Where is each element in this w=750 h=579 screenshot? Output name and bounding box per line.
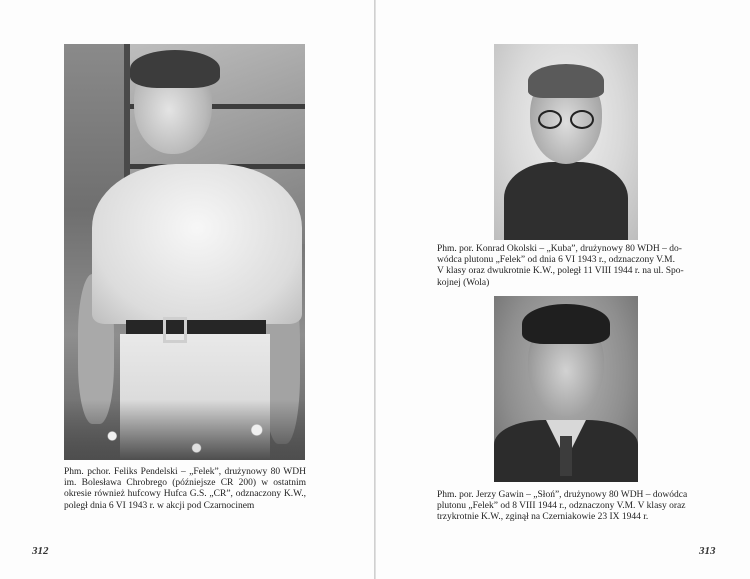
glasses-icon xyxy=(538,110,562,129)
page-number-left: 312 xyxy=(32,545,49,557)
caption-konrad-okolski: Phm. por. Konrad Okolski – „Kuba”, drużynowy 80 WDH – do- wódca plutonu „Felek” od dnia 6 VI 1943 r., odznaczony V.M. V klasy oraz dwukrotnie K.W., poległ 11 VIII 1944 r. na ul. Spo- kojnej (Wola) xyxy=(437,244,684,288)
photo-flowers xyxy=(64,400,305,460)
photo-figure-shirt xyxy=(92,164,302,324)
photo-feliks-pendelski xyxy=(64,44,305,460)
caption-jerzy-gawin: Phm. por. Jerzy Gawin – „Słoń”, drużynowy 80 WDH – dowódca plutonu „Felek” od 8 VIII 1944 r., odznaczony V.M. V klasy oraz trzykrotnie K.W., zginął na Czerniakowie 23 IX 1944 r. xyxy=(437,490,688,523)
book-gutter xyxy=(374,0,376,579)
caption-feliks-pendelski: Phm. pchor. Feliks Pendelski – „Felek”, drużynowy 80 WDH im. Bolesława Chrobrego (późniejsze CR 200) w ostatnim okresie również hufcowy Hufca G.S. „CR”, odznaczony K.W., poległ dnia 6 VI 1943 r. w akcji pod Czarnocinem xyxy=(64,467,306,511)
page-number-right: 313 xyxy=(699,545,716,557)
photo-konrad-okolski xyxy=(494,44,638,240)
photo-jerzy-gawin xyxy=(494,296,638,482)
